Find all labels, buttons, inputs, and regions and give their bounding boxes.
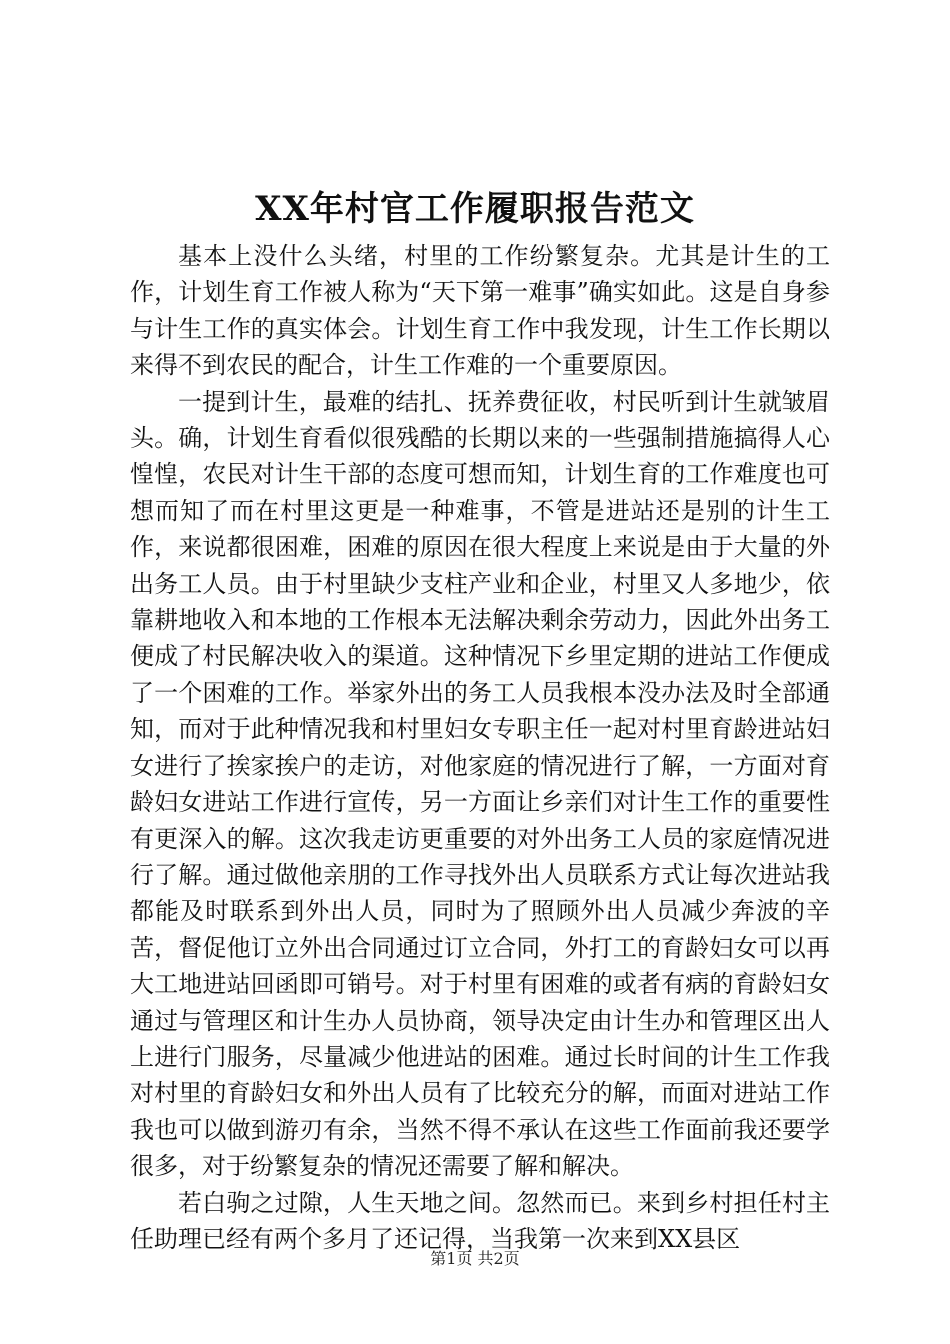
paragraph-3: 若白驹之过隙，人生天地之间。忽然而已。来到乡村担任村主任助理已经有两个多月了还记得，当我第一次来到XX县区 [130, 1188, 830, 1253]
paragraph-1: 基本上没什么头绪，村里的工作纷繁复杂。尤其是计生的工作，计划生育工作被人称为“天下第一难事”确实如此。这是自身参与计生工作的真实体会。计划生育工作中我发现，计生工作长期以来得不到农民的配合，计生工作难的一个重要原因。 [130, 242, 830, 380]
document-body [130, 238, 830, 1257]
paragraph-2: 一提到计生，最难的结扎、抚养费征收，村民听到计生就皱眉头。确，计划生育看似很残酷的长期以来的一些强制措施搞得人心惶惶，农民对计生干部的态度可想而知，计划生育的工作难度也可想而知了而在村里这更是一种难事，不管是进站还是别的计生工作，来说都很困难，困难的原因在很大程度上来说是由于大量的外出务工人员。由于村里缺少支柱产业和企业，村里又人多地少，依靠耕地收入和本地的工作根本无法解决剩余劳动力，因此外出务工便成了村民解决收入的渠道。这种情况下乡里定期的进站工作便成了一个困难的工作。举家外出的务工人员我根本没办法及时全部通知，而对于此种情况我和村里妇女专职主任一起对村里育龄进站妇女进行了挨家挨户的走访，对他家庭的情况进行了解，一方面对育龄妇女进站工作进行宣传，另一方面让乡亲们对计生工作的重要性有更深入的解。这次我走访更重要的对外出务工人员的家庭情况进行了解。通过做他亲朋的工作寻找外出人员联系方式让每次进站我都能及时联系到外出人员，同时为了照顾外出人员减少奔波的辛苦，督促他订立外出合同通过订立合同，外打工的育龄妇女可以再大工地进站回函即可销号。对于村里有困难的或者有病的育龄妇女通过与管理区和计生办人员协商，领导决定由计生办和管理区出人上进行门服务，尽量减少他进站的困难。通过长时间的计生工作我对村里的育龄妇女和外出人员有了比较充分的解，而面对进站工作我也可以做到游刃有余，当然不得不承认在这些工作面前我还要学很多，对于纷繁复杂的情况还需要了解和解决。 [130, 387, 830, 1181]
document-title: XX年村官工作履职报告范文 [255, 189, 695, 229]
page-number-footer: 第1页 共2页 [430, 1249, 520, 1268]
